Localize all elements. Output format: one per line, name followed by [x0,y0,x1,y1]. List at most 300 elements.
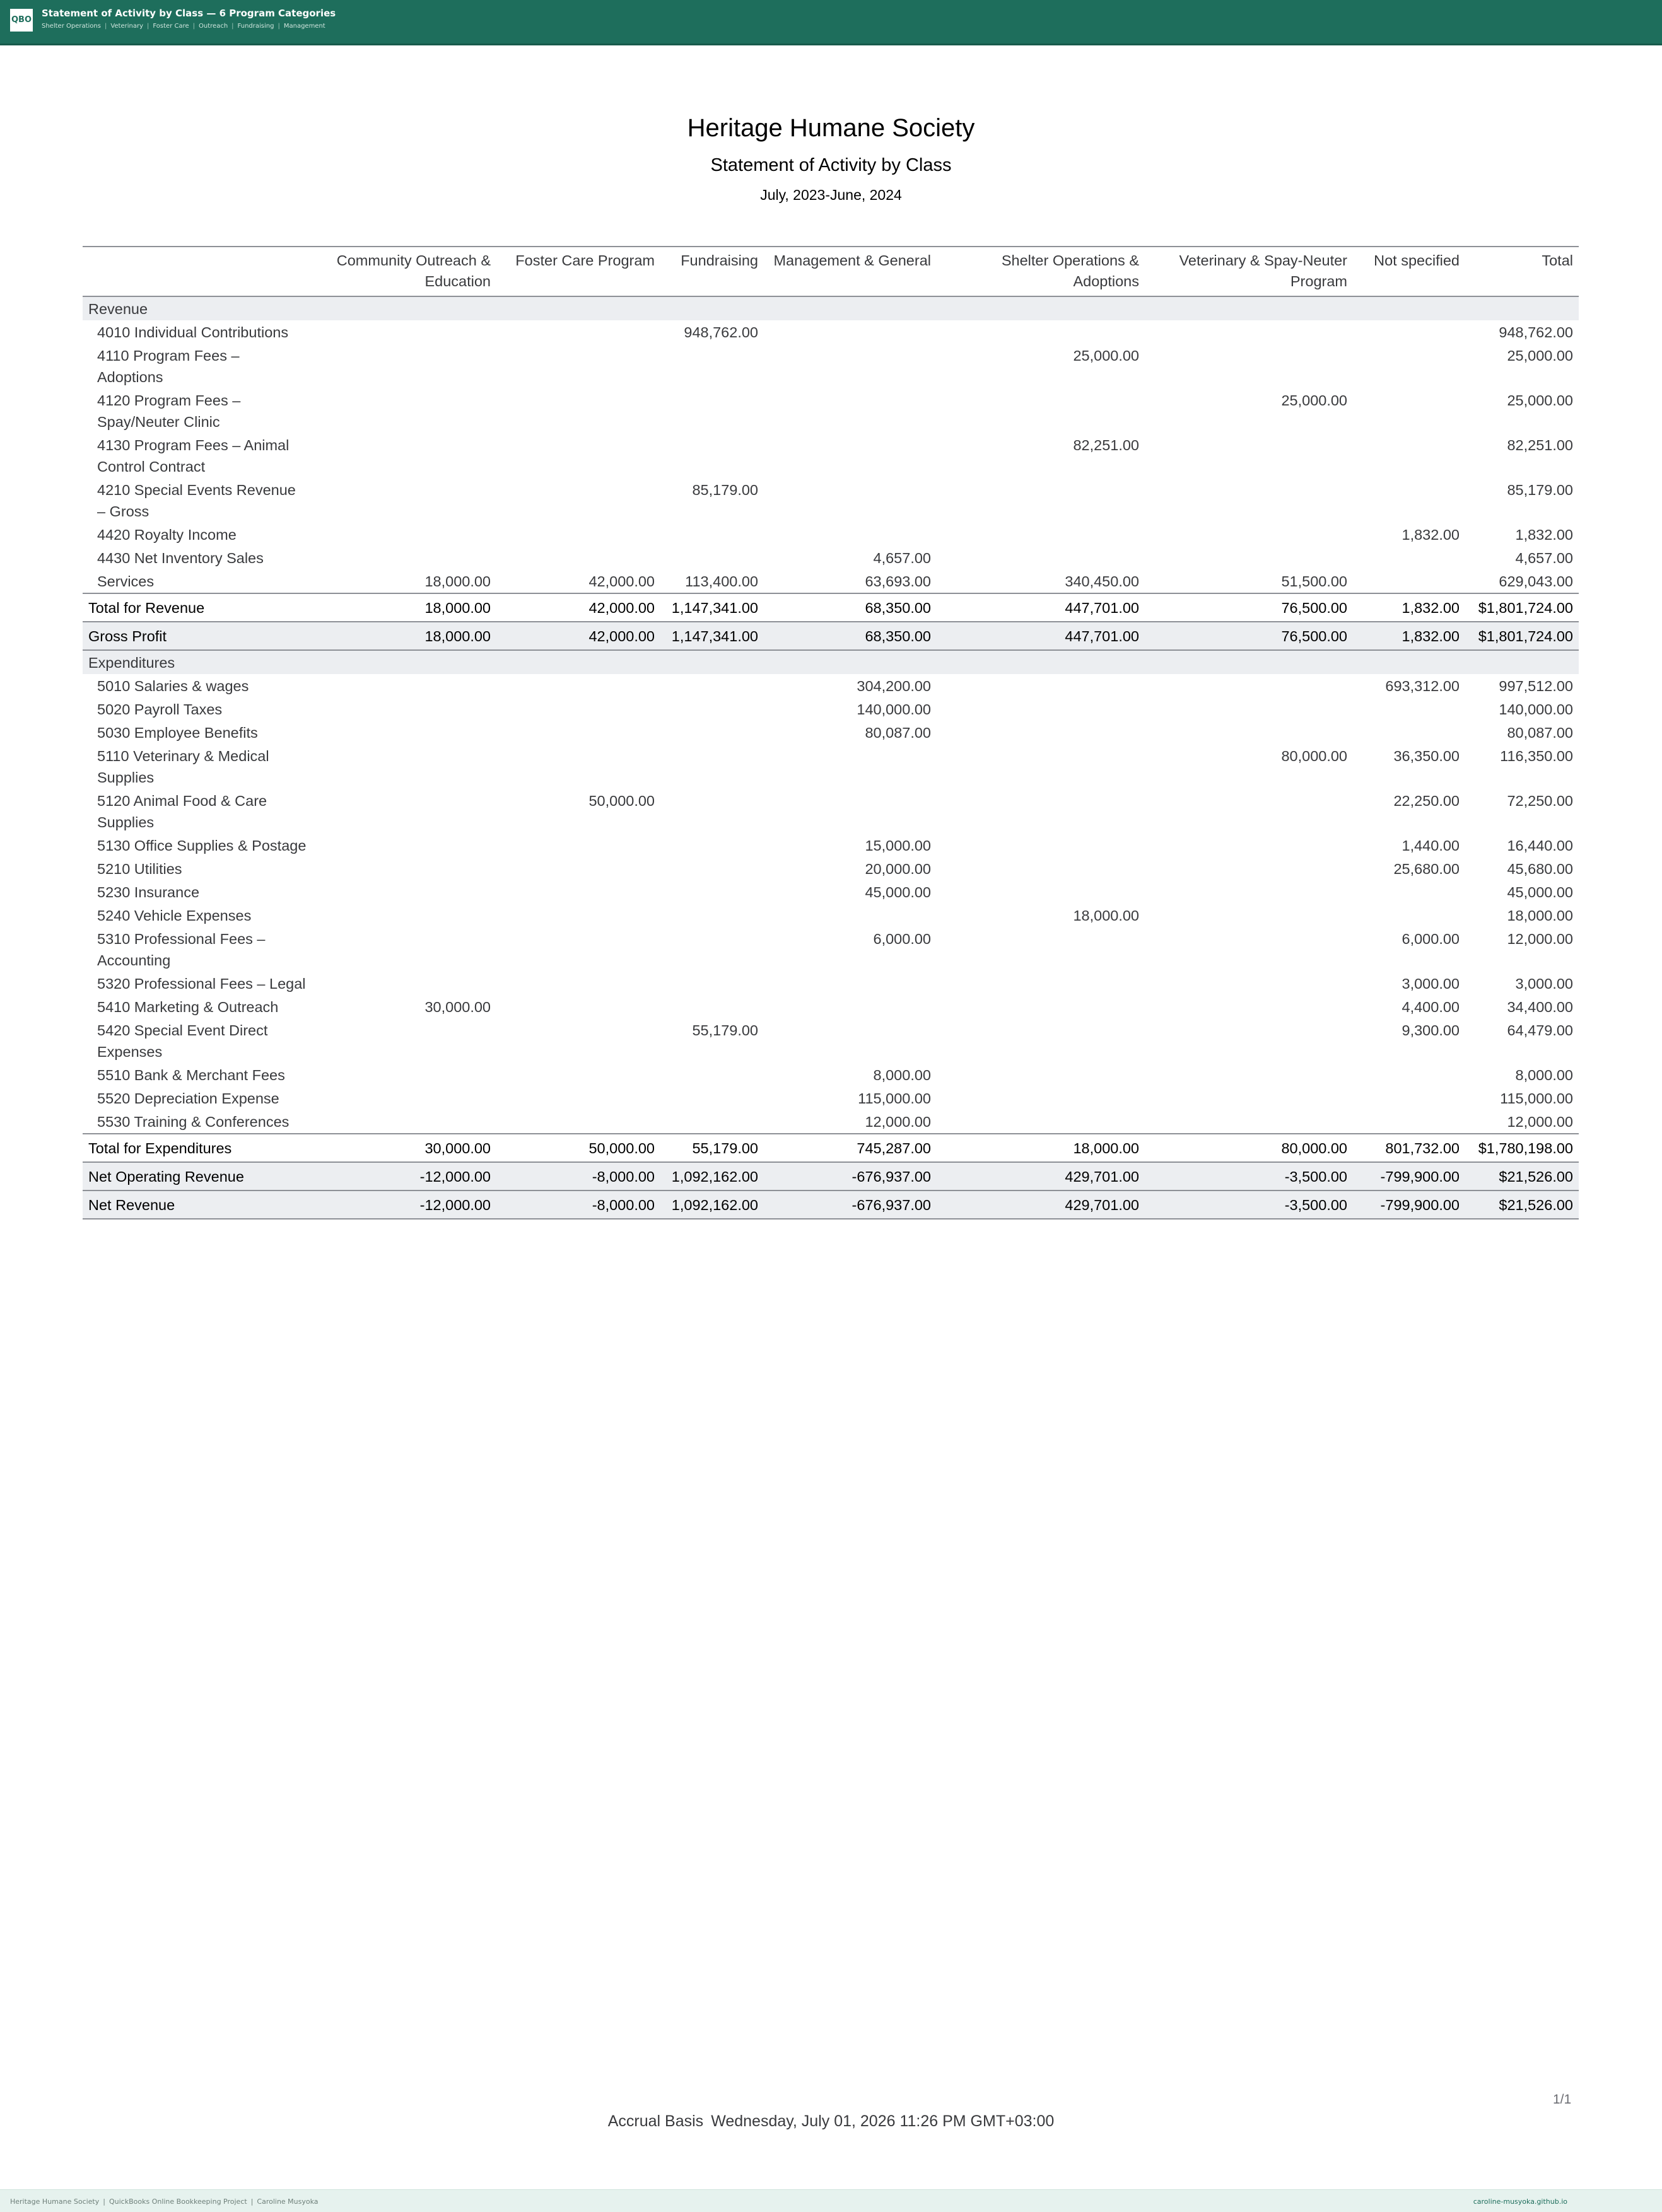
report-footer [0,2112,1662,2131]
amount-cell: $1,801,724.00 [1465,622,1579,650]
amount-cell: 82,251.00 [1073,437,1139,453]
amount-cell: -3,500.00 [1145,1162,1353,1190]
amount-cell [937,697,1145,721]
amount-cell: 42,000.00 [496,593,660,622]
amount-cell: 1,832.00 [1402,527,1460,543]
column-header: Veterinary & Spay-Neuter Program [1145,247,1353,296]
row-label: Total for Revenue [83,593,312,622]
row-label: 5230 Insurance [97,884,200,900]
summary-row [83,593,1579,622]
amount-cell: 55,179.00 [660,1134,764,1162]
amount-cell: 447,701.00 [937,593,1145,622]
report-header [0,112,1662,204]
amount-cell [312,674,496,697]
amount-cell: -12,000.00 [312,1162,496,1190]
table-row [83,320,1579,344]
row-label: 4110 Program Fees – Adoptions [97,347,240,385]
amount-cell: 18,000.00 [937,1134,1145,1162]
amount-cell [937,1086,1145,1110]
amount-cell [660,880,764,904]
table-row [83,523,1579,546]
credit-project: QuickBooks Online Bookkeeping Project [108,2197,247,2206]
amount-cell [312,388,496,433]
amount-cell: 140,000.00 [857,701,931,718]
row-label: 5510 Bank & Merchant Fees [97,1067,285,1083]
amount-cell: 25,000.00 [1281,392,1347,409]
amount-cell: -8,000.00 [496,1190,660,1219]
amount-cell: 76,500.00 [1145,593,1353,622]
table-row [83,478,1579,523]
amount-cell: $21,526.00 [1465,1162,1579,1190]
amount-cell [496,880,660,904]
amount-cell [660,1110,764,1134]
amount-cell [1145,1063,1353,1086]
row-label: 4010 Individual Contributions [97,324,289,341]
amount-cell [937,478,1145,523]
nav-item-fundraising: Fundraising [237,23,274,30]
row-label: 5310 Professional Fees – Accounting [97,931,266,969]
amount-cell [496,674,660,697]
amount-cell: $21,526.00 [1465,1190,1579,1219]
site-link[interactable]: caroline-musyoka.github.io [1473,2197,1567,2206]
table-row [83,904,1579,927]
credit-author: Caroline Musyoka [257,2197,319,2206]
amount-cell [1145,904,1353,927]
column-header: Total [1465,247,1579,296]
amount-cell: 9,300.00 [1402,1022,1460,1039]
amount-cell [1353,697,1465,721]
amount-cell: 12,000.00 [1507,931,1573,947]
amount-cell: 80,000.00 [1281,748,1347,764]
amount-cell: $1,780,198.00 [1465,1134,1579,1162]
table-row [83,433,1579,478]
table-row [83,927,1579,972]
amount-cell: 1,832.00 [1353,622,1465,650]
amount-cell [1145,1018,1353,1063]
row-label: 5120 Animal Food & Care Supplies [97,793,267,830]
amount-cell: 4,657.00 [1515,550,1573,566]
nav-separator: | [147,23,149,30]
amount-cell [1145,523,1353,546]
amount-cell: 429,701.00 [937,1190,1145,1219]
section-header-row [83,650,1579,674]
table-row [83,995,1579,1018]
column-header-account [83,247,312,296]
column-header: Foster Care Program [496,247,660,296]
amount-cell: 85,179.00 [692,482,758,498]
amount-cell: $1,801,724.00 [1465,593,1579,622]
amount-cell [764,478,937,523]
amount-cell [937,857,1145,880]
row-label: 5010 Salaries & wages [97,678,249,694]
amount-cell [660,1086,764,1110]
amount-cell [937,995,1145,1018]
amount-cell: 1,832.00 [1353,593,1465,622]
section-header-row [83,296,1579,320]
amount-cell [312,972,496,995]
row-label: 5410 Marketing & Outreach [97,999,279,1015]
amount-cell [312,433,496,478]
amount-cell: 76,500.00 [1145,622,1353,650]
row-label: 5240 Vehicle Expenses [97,907,252,924]
amount-cell [1145,857,1353,880]
amount-cell [496,1086,660,1110]
amount-cell [1353,433,1465,478]
amount-cell [312,344,496,388]
amount-cell: -3,500.00 [1145,1190,1353,1219]
table-row [83,1086,1579,1110]
amount-cell [496,927,660,972]
table-row [83,1063,1579,1086]
amount-cell [1353,880,1465,904]
row-label: 4420 Royalty Income [97,527,237,543]
amount-cell [312,1063,496,1086]
amount-cell [764,1018,937,1063]
row-label: 5020 Payroll Taxes [97,701,223,718]
amount-cell: -676,937.00 [764,1190,937,1219]
amount-cell: 63,693.00 [865,573,931,590]
amount-cell [496,721,660,744]
amount-cell: 16,440.00 [1507,837,1573,854]
amount-cell [764,320,937,344]
amount-cell: 22,250.00 [1393,793,1460,809]
amount-cell: 629,043.00 [1499,573,1573,590]
app-header [0,0,1662,45]
amount-cell: 85,179.00 [1507,482,1573,498]
amount-cell: 8,000.00 [1515,1067,1573,1083]
amount-cell [660,927,764,972]
amount-cell: -12,000.00 [312,1190,496,1219]
amount-cell [312,1018,496,1063]
amount-cell: 36,350.00 [1393,748,1460,764]
table-row [83,1018,1579,1063]
row-label: Revenue [83,296,1579,320]
nav-item-management: Management [283,23,325,30]
row-label: Expenditures [83,650,1579,674]
amount-cell: 80,087.00 [1507,725,1573,741]
amount-cell [312,721,496,744]
amount-cell [660,857,764,880]
report-timestamp: Wednesday, July 01, 2026 11:26 PM GMT+03:00 [711,2112,1055,2130]
amount-cell [1145,1086,1353,1110]
amount-cell: 50,000.00 [496,1134,660,1162]
category-nav [42,23,325,30]
amount-cell [660,1063,764,1086]
amount-cell: 4,657.00 [873,550,931,566]
column-header: Management & General [764,247,937,296]
amount-cell [660,834,764,857]
amount-cell [496,433,660,478]
amount-cell [312,1086,496,1110]
amount-cell: -676,937.00 [764,1162,937,1190]
footer-credits: Heritage Humane Society | QuickBooks Online Bookkeeping Project | Caroline Musyoka [10,2197,319,2206]
amount-cell [496,478,660,523]
amount-cell: 12,000.00 [1507,1114,1573,1130]
amount-cell [312,320,496,344]
amount-cell [660,995,764,1018]
amount-cell [312,927,496,972]
app-title: Statement of Activity by Class — 6 Program Categories [42,8,336,19]
amount-cell [660,674,764,697]
amount-cell [937,1018,1145,1063]
amount-cell [496,546,660,569]
amount-cell [1145,972,1353,995]
amount-cell [660,344,764,388]
table-row [83,388,1579,433]
amount-cell: 18,000.00 [424,573,491,590]
amount-cell [764,744,937,789]
row-label: 5320 Professional Fees – Legal [97,975,306,992]
credit-organization: Heritage Humane Society [10,2197,100,2206]
nav-item-outreach: Outreach [199,23,228,30]
amount-cell [660,721,764,744]
amount-cell: 30,000.00 [424,999,491,1015]
amount-cell [937,1063,1145,1086]
table-row [83,1110,1579,1134]
amount-cell [660,388,764,433]
amount-cell: 447,701.00 [937,622,1145,650]
amount-cell: 18,000.00 [312,622,496,650]
amount-cell [312,789,496,834]
amount-cell [1145,789,1353,834]
amount-cell: 80,000.00 [1145,1134,1353,1162]
amount-cell: 6,000.00 [873,931,931,947]
accounting-basis: Accrual Basis [607,2112,704,2130]
amount-cell [1353,1086,1465,1110]
amount-cell [937,927,1145,972]
amount-cell [1145,995,1353,1018]
row-label: 5420 Special Event Direct Expenses [97,1022,268,1060]
table-row [83,744,1579,789]
amount-cell: 693,312.00 [1385,678,1460,694]
amount-cell [660,972,764,995]
amount-cell [937,744,1145,789]
amount-cell [496,857,660,880]
amount-cell: 42,000.00 [588,573,655,590]
column-header: Community Outreach & Education [312,247,496,296]
amount-cell [1353,1110,1465,1134]
amount-cell [764,789,937,834]
table-row [83,344,1579,388]
amount-cell [1145,546,1353,569]
amount-cell [937,834,1145,857]
amount-cell [1145,697,1353,721]
amount-cell [1145,478,1353,523]
table-row [83,569,1579,593]
amount-cell: 25,000.00 [1507,347,1573,364]
summary-row [83,1190,1579,1219]
amount-cell [496,697,660,721]
nav-separator: | [192,23,196,30]
amount-cell [1353,721,1465,744]
amount-cell: 1,092,162.00 [660,1162,764,1190]
summary-row [83,1162,1579,1190]
amount-cell: 1,092,162.00 [660,1190,764,1219]
amount-cell [937,523,1145,546]
amount-cell: 68,350.00 [764,622,937,650]
amount-cell: 115,000.00 [858,1090,931,1107]
report-body [83,296,1579,1219]
amount-cell [312,880,496,904]
amount-cell [764,523,937,546]
amount-cell [496,972,660,995]
table-row [83,789,1579,834]
amount-cell [1145,880,1353,904]
table-row [83,721,1579,744]
amount-cell: 64,479.00 [1507,1022,1573,1039]
nav-item-foster-care: Foster Care [153,23,189,30]
amount-cell: 45,680.00 [1507,861,1573,877]
amount-cell [1353,320,1465,344]
amount-cell: 801,732.00 [1353,1134,1465,1162]
amount-cell [660,744,764,789]
amount-cell: 745,287.00 [764,1134,937,1162]
amount-cell [764,972,937,995]
row-label: 5210 Utilities [97,861,182,877]
amount-cell: 68,350.00 [764,593,937,622]
row-label: 5030 Employee Benefits [97,725,258,741]
amount-cell: 45,000.00 [1507,884,1573,900]
amount-cell [660,697,764,721]
amount-cell: 72,250.00 [1507,793,1573,809]
nav-item-shelter-operations: Shelter Operations [42,23,101,30]
amount-cell: 50,000.00 [588,793,655,809]
row-label: 4120 Program Fees – Spay/Neuter Clinic [97,392,241,430]
amount-cell: 18,000.00 [312,593,496,622]
amount-cell: 1,440.00 [1402,837,1460,854]
row-label: Services [97,573,155,590]
amount-cell: 6,000.00 [1402,931,1460,947]
amount-cell: 80,087.00 [865,725,931,741]
amount-cell: 51,500.00 [1281,573,1347,590]
amount-cell [1145,721,1353,744]
amount-cell: 82,251.00 [1507,437,1573,453]
company-name: Heritage Humane Society [687,114,975,142]
page-number: 1/1 [1553,2092,1572,2107]
row-label: Total for Expenditures [83,1134,312,1162]
amount-cell [937,721,1145,744]
amount-cell [1145,927,1353,972]
amount-cell [1145,344,1353,388]
amount-cell: 429,701.00 [937,1162,1145,1190]
amount-cell [312,546,496,569]
row-label: 4130 Program Fees – Animal Control Contract [97,437,290,475]
amount-cell [496,744,660,789]
amount-cell [1353,388,1465,433]
table-row [83,972,1579,995]
amount-cell [1353,904,1465,927]
amount-cell [1145,320,1353,344]
amount-cell [496,320,660,344]
amount-cell [660,904,764,927]
row-label: 4430 Net Inventory Sales [97,550,264,566]
app-logo: QBO [10,9,33,32]
row-label: 5110 Veterinary & Medical Supplies [97,748,269,786]
nav-item-veterinary: Veterinary [110,23,144,30]
column-header: Shelter Operations & Adoptions [937,247,1145,296]
amount-cell: 3,000.00 [1515,975,1573,992]
table-row [83,880,1579,904]
column-header-row [83,247,1579,296]
amount-cell [764,995,937,1018]
amount-cell [312,1110,496,1134]
amount-cell: 20,000.00 [865,861,931,877]
amount-cell: 12,000.00 [865,1114,931,1130]
row-label: Net Revenue [83,1190,312,1219]
amount-cell [496,1110,660,1134]
amount-cell [312,904,496,927]
amount-cell: 340,450.00 [1065,573,1139,590]
amount-cell: 1,832.00 [1515,527,1573,543]
amount-cell: 15,000.00 [865,837,931,854]
amount-cell [937,320,1145,344]
amount-cell: 113,400.00 [685,573,758,590]
amount-cell: 42,000.00 [496,622,660,650]
summary-row [83,1134,1579,1162]
report-title: Statement of Activity by Class [710,155,952,175]
amount-cell: 4,400.00 [1402,999,1460,1015]
amount-cell [1353,344,1465,388]
amount-cell [660,433,764,478]
amount-cell: 948,762.00 [1499,324,1573,341]
amount-cell [496,388,660,433]
column-header: Not specified [1353,247,1465,296]
amount-cell [312,834,496,857]
amount-cell: -799,900.00 [1353,1162,1465,1190]
table-row [83,857,1579,880]
amount-cell [1145,834,1353,857]
amount-cell: 45,000.00 [865,884,931,900]
amount-cell: 948,762.00 [684,324,758,341]
amount-cell [1145,1110,1353,1134]
amount-cell [496,904,660,927]
amount-cell [937,972,1145,995]
amount-cell: 25,000.00 [1507,392,1573,409]
summary-row [83,622,1579,650]
table-row [83,834,1579,857]
amount-cell [312,523,496,546]
nav-separator: | [278,23,280,30]
amount-cell: 25,000.00 [1073,347,1139,364]
amount-cell [1145,674,1353,697]
amount-cell [764,344,937,388]
amount-cell: 3,000.00 [1402,975,1460,992]
amount-cell: 304,200.00 [857,678,931,694]
amount-cell [1353,569,1465,593]
amount-cell [496,523,660,546]
nav-separator: | [104,23,107,30]
amount-cell: 55,179.00 [692,1022,758,1039]
amount-cell: 997,512.00 [1499,678,1573,694]
row-label: 5130 Office Supplies & Postage [97,837,307,854]
amount-cell [312,478,496,523]
amount-cell [660,523,764,546]
amount-cell [496,834,660,857]
row-label: 4210 Special Events Revenue – Gross [97,482,296,520]
page-footer-bar [0,2189,1662,2212]
amount-cell [764,388,937,433]
amount-cell: 18,000.00 [1073,907,1139,924]
nav-separator: | [231,23,234,30]
report-period: July, 2023-June, 2024 [760,187,902,203]
amount-cell [660,789,764,834]
amount-cell [496,344,660,388]
amount-cell [937,789,1145,834]
amount-cell [937,546,1145,569]
amount-cell: -8,000.00 [496,1162,660,1190]
column-header: Fundraising [660,247,764,296]
amount-cell: 140,000.00 [1499,701,1573,718]
